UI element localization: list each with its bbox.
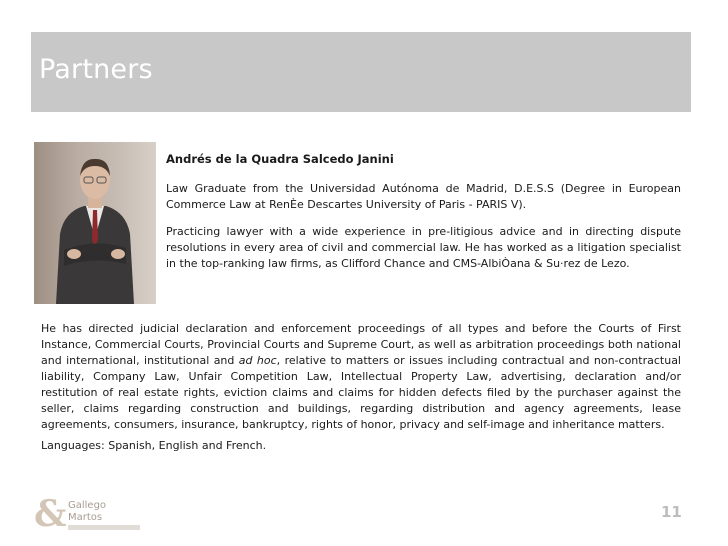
- title-bar: [31, 32, 691, 112]
- practice-text-after: , relative to matters or issues including contractual and non-contractual liability, Company Law, Unfair Competition Law, Intellectual Property Law, advertising, declaration and/or restitution of real estate rights, eviction claims and claims for hidden defects filed by the purchaser against the seller, claims regarding construction and buildings, regarding distribution and agency agreements, lease agreements, consumers, insurance, bankruptcy, rights of honor, privacy and self-image and inheritance matters.: [41, 354, 681, 431]
- logo-line-2: Martos: [68, 512, 103, 523]
- partner-practice-areas: [41, 321, 681, 433]
- partner-name: Andrés de la Quadra Salcedo Janini: [166, 152, 394, 166]
- practice-text-italic: ad hoc: [238, 354, 277, 367]
- logo-underline: [68, 525, 140, 530]
- firm-logo: [34, 493, 142, 535]
- slide-title: Partners: [39, 54, 153, 85]
- partner-experience: Practicing lawyer with a wide experience in pre-litigious advice and in directing dispute resolutions in every area of civil and commercial law. He has worked as a litigation specialist in the top-ranking law firms, as Clifford Chance and CMS-AlbiÒana & Su·rez de Lezo.: [166, 225, 681, 270]
- partner-education: Law Graduate from the Universidad Autónoma de Madrid, D.E.S.S (Degree in European Commerce Law at RenÈe Descartes University of Paris - PARIS V).: [166, 182, 681, 211]
- logo-ampersand: &: [34, 493, 67, 535]
- page-number: 11: [661, 503, 682, 521]
- logo-line-1: Gallego: [68, 500, 107, 511]
- partner-photo: [34, 142, 156, 304]
- practice-text-before: He has directed judicial declaration and enforcement proceedings of all types and before the Courts of First Instance, Commercial Courts, Provincial Courts and Supreme Court, as well as arbitration proceedings both national and international, institutional and: [41, 322, 681, 367]
- logo-wordmark: [68, 500, 106, 524]
- partner-languages: Languages: Spanish, English and French.: [41, 439, 267, 452]
